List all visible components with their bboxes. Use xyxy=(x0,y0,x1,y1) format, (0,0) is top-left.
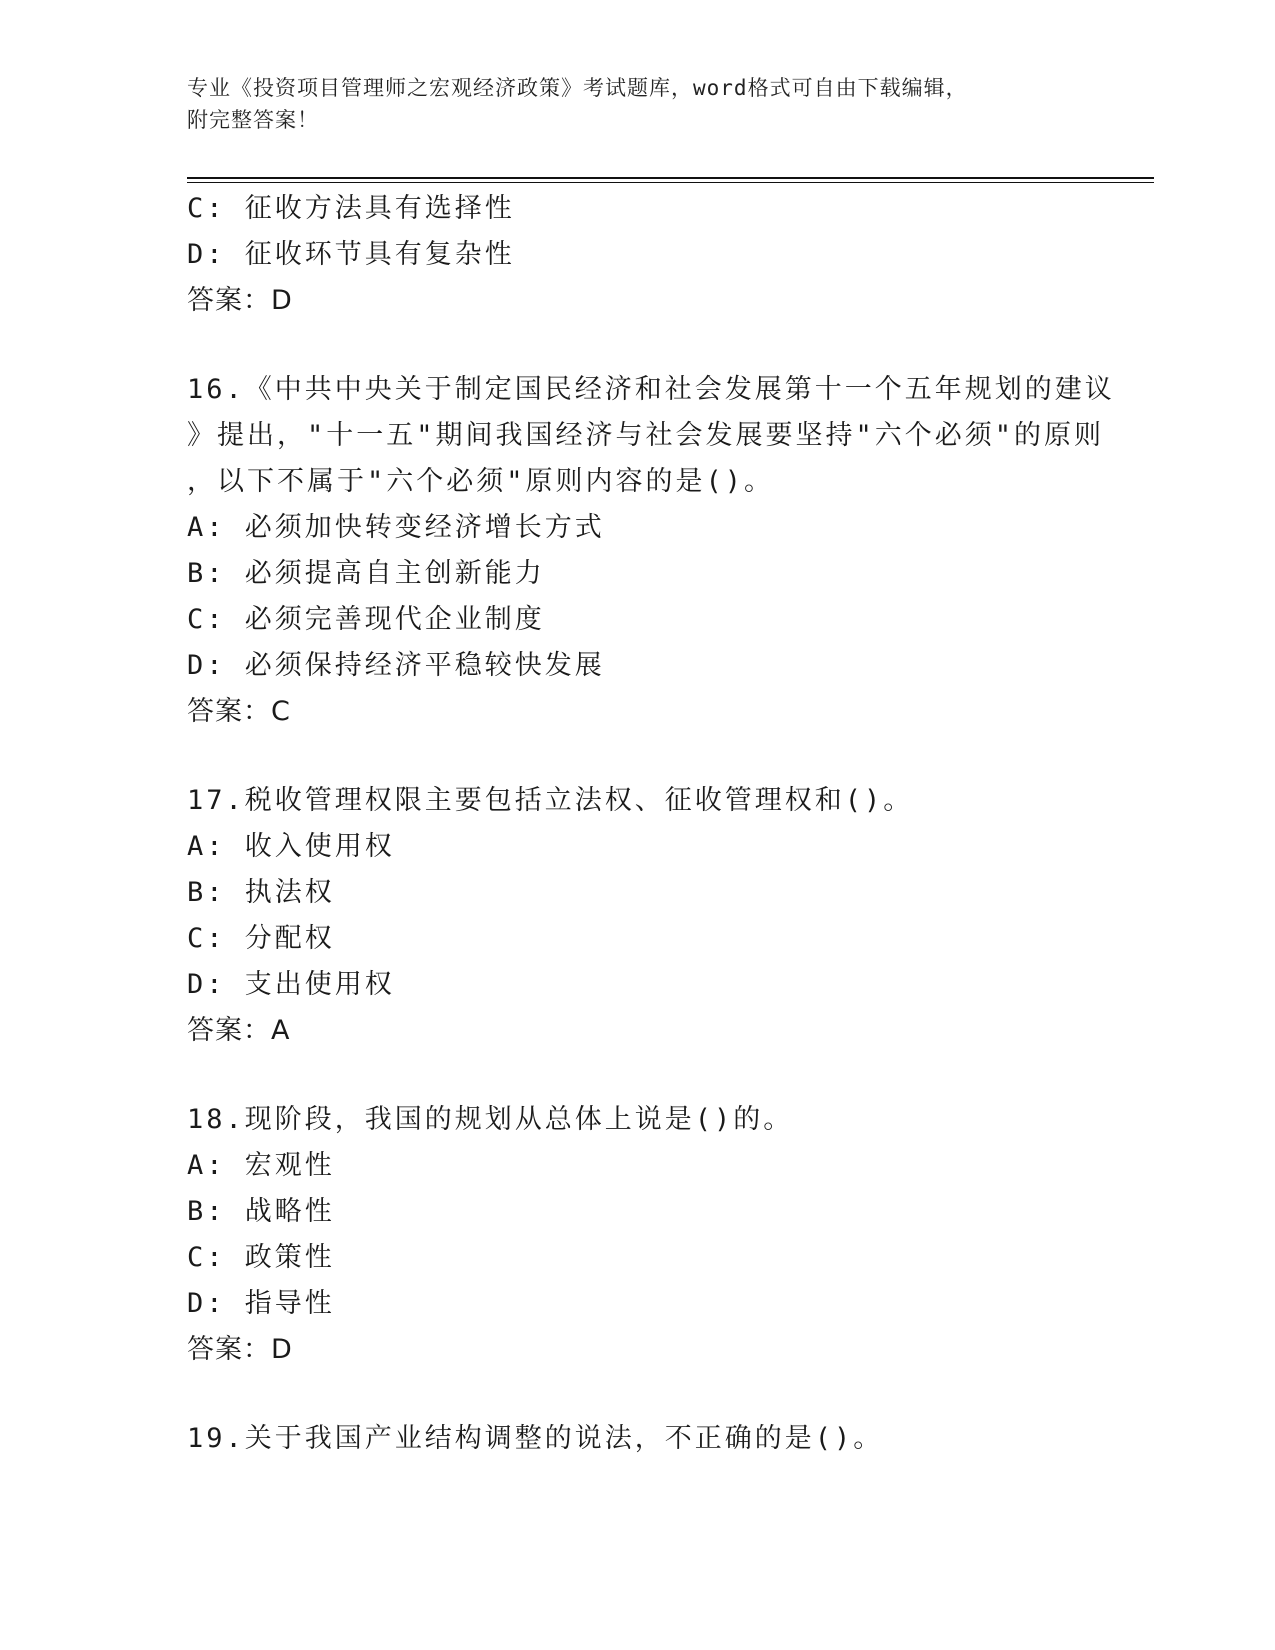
option-c: C: 分配权 xyxy=(187,923,335,954)
option-b: B: 执法权 xyxy=(187,877,335,908)
question-16 xyxy=(187,367,1115,735)
option-c: C: 征收方法具有选择性 xyxy=(187,193,515,224)
option-d: D: 支出使用权 xyxy=(187,969,395,1000)
option-b: B: 必须提高自主创新能力 xyxy=(187,558,545,589)
question-stem-line: 18.现阶段，我国的规划从总体上说是()的。 xyxy=(187,1104,794,1135)
question-list xyxy=(187,186,1115,1462)
question-stem-line: 》提出，"十一五"期间我国经济与社会发展要坚持"六个必须"的原则 xyxy=(187,420,1105,451)
option-a: A: 收入使用权 xyxy=(187,831,395,862)
header-line-1: 专业《投资项目管理师之宏观经济政策》考试题库，word格式可自由下载编辑， xyxy=(187,76,968,100)
answer-line: 答案：D xyxy=(187,285,293,316)
answer-line: 答案：C xyxy=(187,696,291,727)
option-d: D: 征收环节具有复杂性 xyxy=(187,239,515,270)
document-header xyxy=(187,72,1087,136)
option-c: C: 政策性 xyxy=(187,1242,335,1273)
question-17 xyxy=(187,778,1087,1054)
option-c: C: 必须完善现代企业制度 xyxy=(187,604,545,635)
previous-question-tail xyxy=(187,186,1087,324)
option-a: A: 必须加快转变经济增长方式 xyxy=(187,512,605,543)
option-a: A: 宏观性 xyxy=(187,1150,335,1181)
question-stem-line: 16.《中共中央关于制定国民经济和社会发展第十一个五年规划的建议 xyxy=(187,374,1115,405)
question-19 xyxy=(187,1416,1087,1462)
question-18 xyxy=(187,1097,1087,1373)
option-b: B: 战略性 xyxy=(187,1196,335,1227)
option-d: D: 必须保持经济平稳较快发展 xyxy=(187,650,605,681)
question-stem-line: ，以下不属于"六个必须"原则内容的是()。 xyxy=(187,466,775,497)
header-rule-thin xyxy=(187,182,1154,183)
header-line-2: 附完整答案！ xyxy=(187,108,319,132)
answer-line: 答案：D xyxy=(187,1334,293,1365)
question-stem-line: 17.税收管理权限主要包括立法权、征收管理权和()。 xyxy=(187,785,914,816)
option-d: D: 指导性 xyxy=(187,1288,335,1319)
question-stem-line: 19.关于我国产业结构调整的说法，不正确的是()。 xyxy=(187,1423,884,1454)
answer-line: 答案：A xyxy=(187,1015,291,1046)
header-rule-thick xyxy=(187,177,1154,179)
